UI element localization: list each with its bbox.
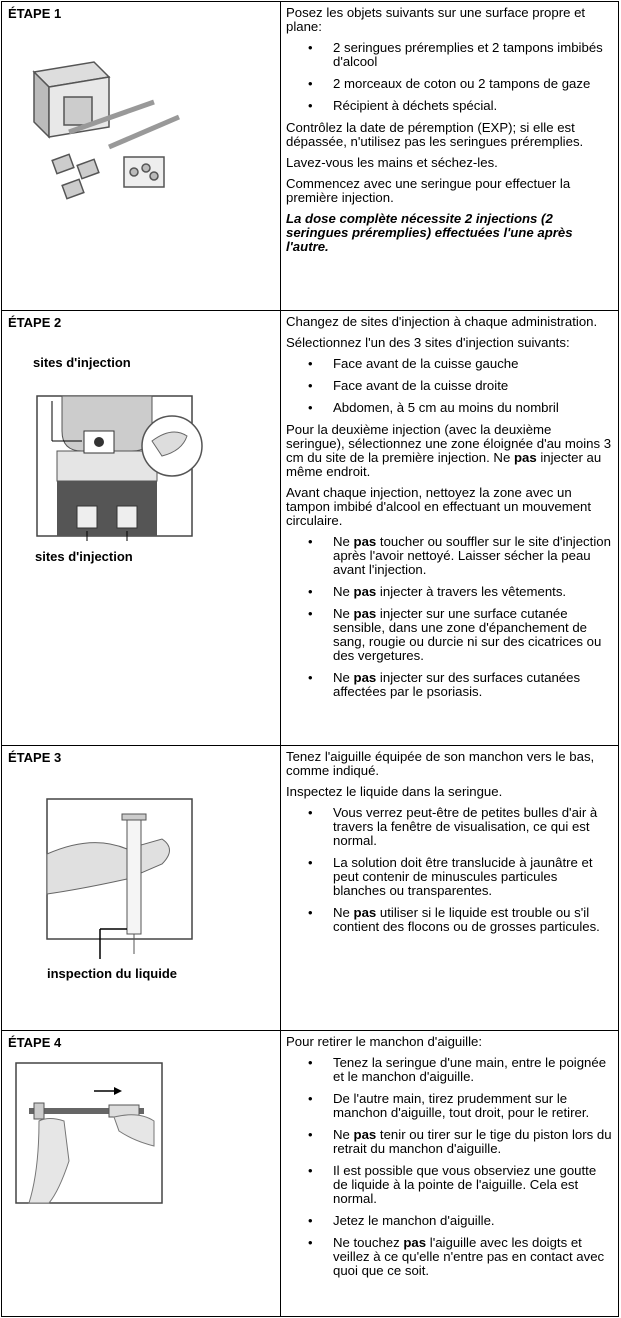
text-run-bold: pas xyxy=(353,670,377,685)
step-1-dose-note: La dose complète nécessite 2 injections (2 seringues préremplies) effectuées l'une après l'autre. xyxy=(286,211,573,254)
list-item: • 2 seringues préremplies et 2 tampons imbibés d'alcool xyxy=(286,41,612,69)
step-2-sites-list xyxy=(286,357,612,415)
figure-label-bottom: sites d'injection xyxy=(35,549,133,564)
text-run: injecter au même endroit. xyxy=(286,450,602,479)
step-2-figure-cell xyxy=(2,311,281,746)
list-item: • 2 morceaux de coton ou 2 tampons de gaze xyxy=(286,77,612,91)
step-4-list xyxy=(286,1056,612,1278)
list-item: • Tenez la seringue d'une main, entre le poignée et le manchon d'aiguille. xyxy=(286,1056,612,1084)
text-run: Ne xyxy=(333,584,354,599)
step-1-supply-list xyxy=(286,41,612,113)
step-3-title: ÉTAPE 3 xyxy=(8,750,62,765)
step-2-paragraph: Sélectionnez l'un des 3 sites d'injection suivants: xyxy=(286,335,570,350)
text-run: Ne xyxy=(333,1127,354,1142)
step-3-list xyxy=(286,806,612,934)
text-run: Pour la deuxième injection (avec la deuxième seringue), sélectionnez une zone éloignée d'au moins 3 cm du site de la première injection. Ne xyxy=(286,422,612,465)
list-item xyxy=(286,1236,612,1278)
step-3-text-cell xyxy=(281,746,619,1031)
step-2-title: ÉTAPE 2 xyxy=(8,315,62,330)
step-4-title: ÉTAPE 4 xyxy=(8,1035,62,1050)
liquid-inspection-illustration xyxy=(42,794,242,964)
list-item: • De l'autre main, tirez prudemment sur le manchon d'aiguille, tout droit, pour le retirer. xyxy=(286,1092,612,1120)
step-1-paragraph: Lavez-vous les mains et séchez-les. xyxy=(286,155,498,170)
needle-cap-removal-illustration xyxy=(14,1061,174,1211)
list-item: • La solution doit être translucide à jaunâtre et peut contenir de minuscules particules blanches ou transparentes. xyxy=(286,856,612,898)
text-run: injecter sur des surfaces cutanées affectées par le psoriasis. xyxy=(333,670,581,699)
step-1-paragraph: Contrôlez la date de péremption (EXP); si elle est dépassée, n'utilisez pas les seringues préremplies. xyxy=(286,120,584,149)
step-4-row xyxy=(2,1031,619,1317)
text-run-bold: pas xyxy=(353,905,377,920)
list-item: • Face avant de la cuisse droite xyxy=(286,379,612,393)
step-4-paragraph: Pour retirer le manchon d'aiguille: xyxy=(286,1034,483,1049)
text-run: Ne touchez xyxy=(333,1235,404,1250)
step-2-paragraph: Avant chaque injection, nettoyez la zone avec un tampon imbibé d'alcool en effectuant un mouvement circulaire. xyxy=(286,485,592,528)
step-1-row xyxy=(2,2,619,311)
list-item: • Jetez le manchon d'aiguille. xyxy=(286,1214,612,1228)
list-item xyxy=(286,906,612,934)
figure-label: inspection du liquide xyxy=(47,966,177,981)
step-1-title: ÉTAPE 1 xyxy=(8,6,62,21)
list-item xyxy=(286,585,612,599)
step-3-row xyxy=(2,746,619,1031)
list-item xyxy=(286,1128,612,1156)
step-2-paragraph: Changez de sites d'injection à chaque administration. xyxy=(286,314,598,329)
step-1-paragraph: Posez les objets suivants sur une surface propre et plane: xyxy=(286,5,586,34)
step-2-warnings-list xyxy=(286,535,612,699)
text-run: utiliser si le liquide est trouble ou s'il contient des flocons ou de grosses particules. xyxy=(333,905,600,934)
text-run-bold: pas xyxy=(353,1127,377,1142)
text-run-bold: pas xyxy=(513,450,537,465)
text-run: l'aiguille avec les doigts et veillez à ce qu'elle n'entre pas en contact avec quoi que ce soit. xyxy=(333,1235,605,1278)
step-4-figure-cell xyxy=(2,1031,281,1317)
list-item: • Vous verrez peut-être de petites bulles d'air à travers la fenêtre de visualisation, ce qui est normal. xyxy=(286,806,612,848)
list-item: • Il est possible que vous observiez une goutte de liquide à la pointe de l'aiguille. Cela est normal. xyxy=(286,1164,612,1206)
instructions-table xyxy=(1,1,619,1317)
step-2-row xyxy=(2,311,619,746)
step-2-text-cell xyxy=(281,311,619,746)
text-run-bold: pas xyxy=(353,584,377,599)
list-item: • Récipient à déchets spécial. xyxy=(286,99,612,113)
list-item xyxy=(286,535,612,577)
text-run: injecter à travers les vêtements. xyxy=(376,584,567,599)
text-run-bold: pas xyxy=(353,606,377,621)
text-run: Ne xyxy=(333,606,354,621)
step-1-figure-cell xyxy=(2,2,281,311)
step-2-paragraph xyxy=(286,423,612,479)
text-run: Ne xyxy=(333,905,354,920)
list-item: • Face avant de la cuisse gauche xyxy=(286,357,612,371)
list-item xyxy=(286,607,612,663)
text-run-bold: pas xyxy=(403,1235,427,1250)
list-item xyxy=(286,671,612,699)
step-3-figure-cell xyxy=(2,746,281,1031)
step-3-paragraph: Tenez l'aiguille équipée de son manchon vers le bas, comme indiqué. xyxy=(286,749,595,778)
list-item: • Abdomen, à 5 cm au moins du nombril xyxy=(286,401,612,415)
text-run: Ne xyxy=(333,534,354,549)
step-1-paragraph: Commencez avec une seringue pour effectuer la première injection. xyxy=(286,176,571,205)
supplies-illustration xyxy=(14,42,214,212)
text-run: toucher ou souffler sur le site d'injection après l'avoir nettoyé. Laisser sécher la peau avant l'injection. xyxy=(333,534,611,577)
text-run: Ne xyxy=(333,670,354,685)
step-4-text-cell xyxy=(281,1031,619,1317)
injection-sites-illustration xyxy=(32,391,232,541)
step-3-paragraph: Inspectez le liquide dans la seringue. xyxy=(286,784,503,799)
text-run: tenir ou tirer sur le tige du piston lors du retrait du manchon d'aiguille. xyxy=(333,1127,612,1156)
step-1-text-cell xyxy=(281,2,619,311)
text-run-bold: pas xyxy=(353,534,377,549)
figure-label-top: sites d'injection xyxy=(33,355,131,370)
text-run: injecter sur une surface cutanée sensible, dans une zone d'épanchement de sang, rougie ou durcie ni sur des cicatrices ou des vergetures. xyxy=(333,606,602,663)
